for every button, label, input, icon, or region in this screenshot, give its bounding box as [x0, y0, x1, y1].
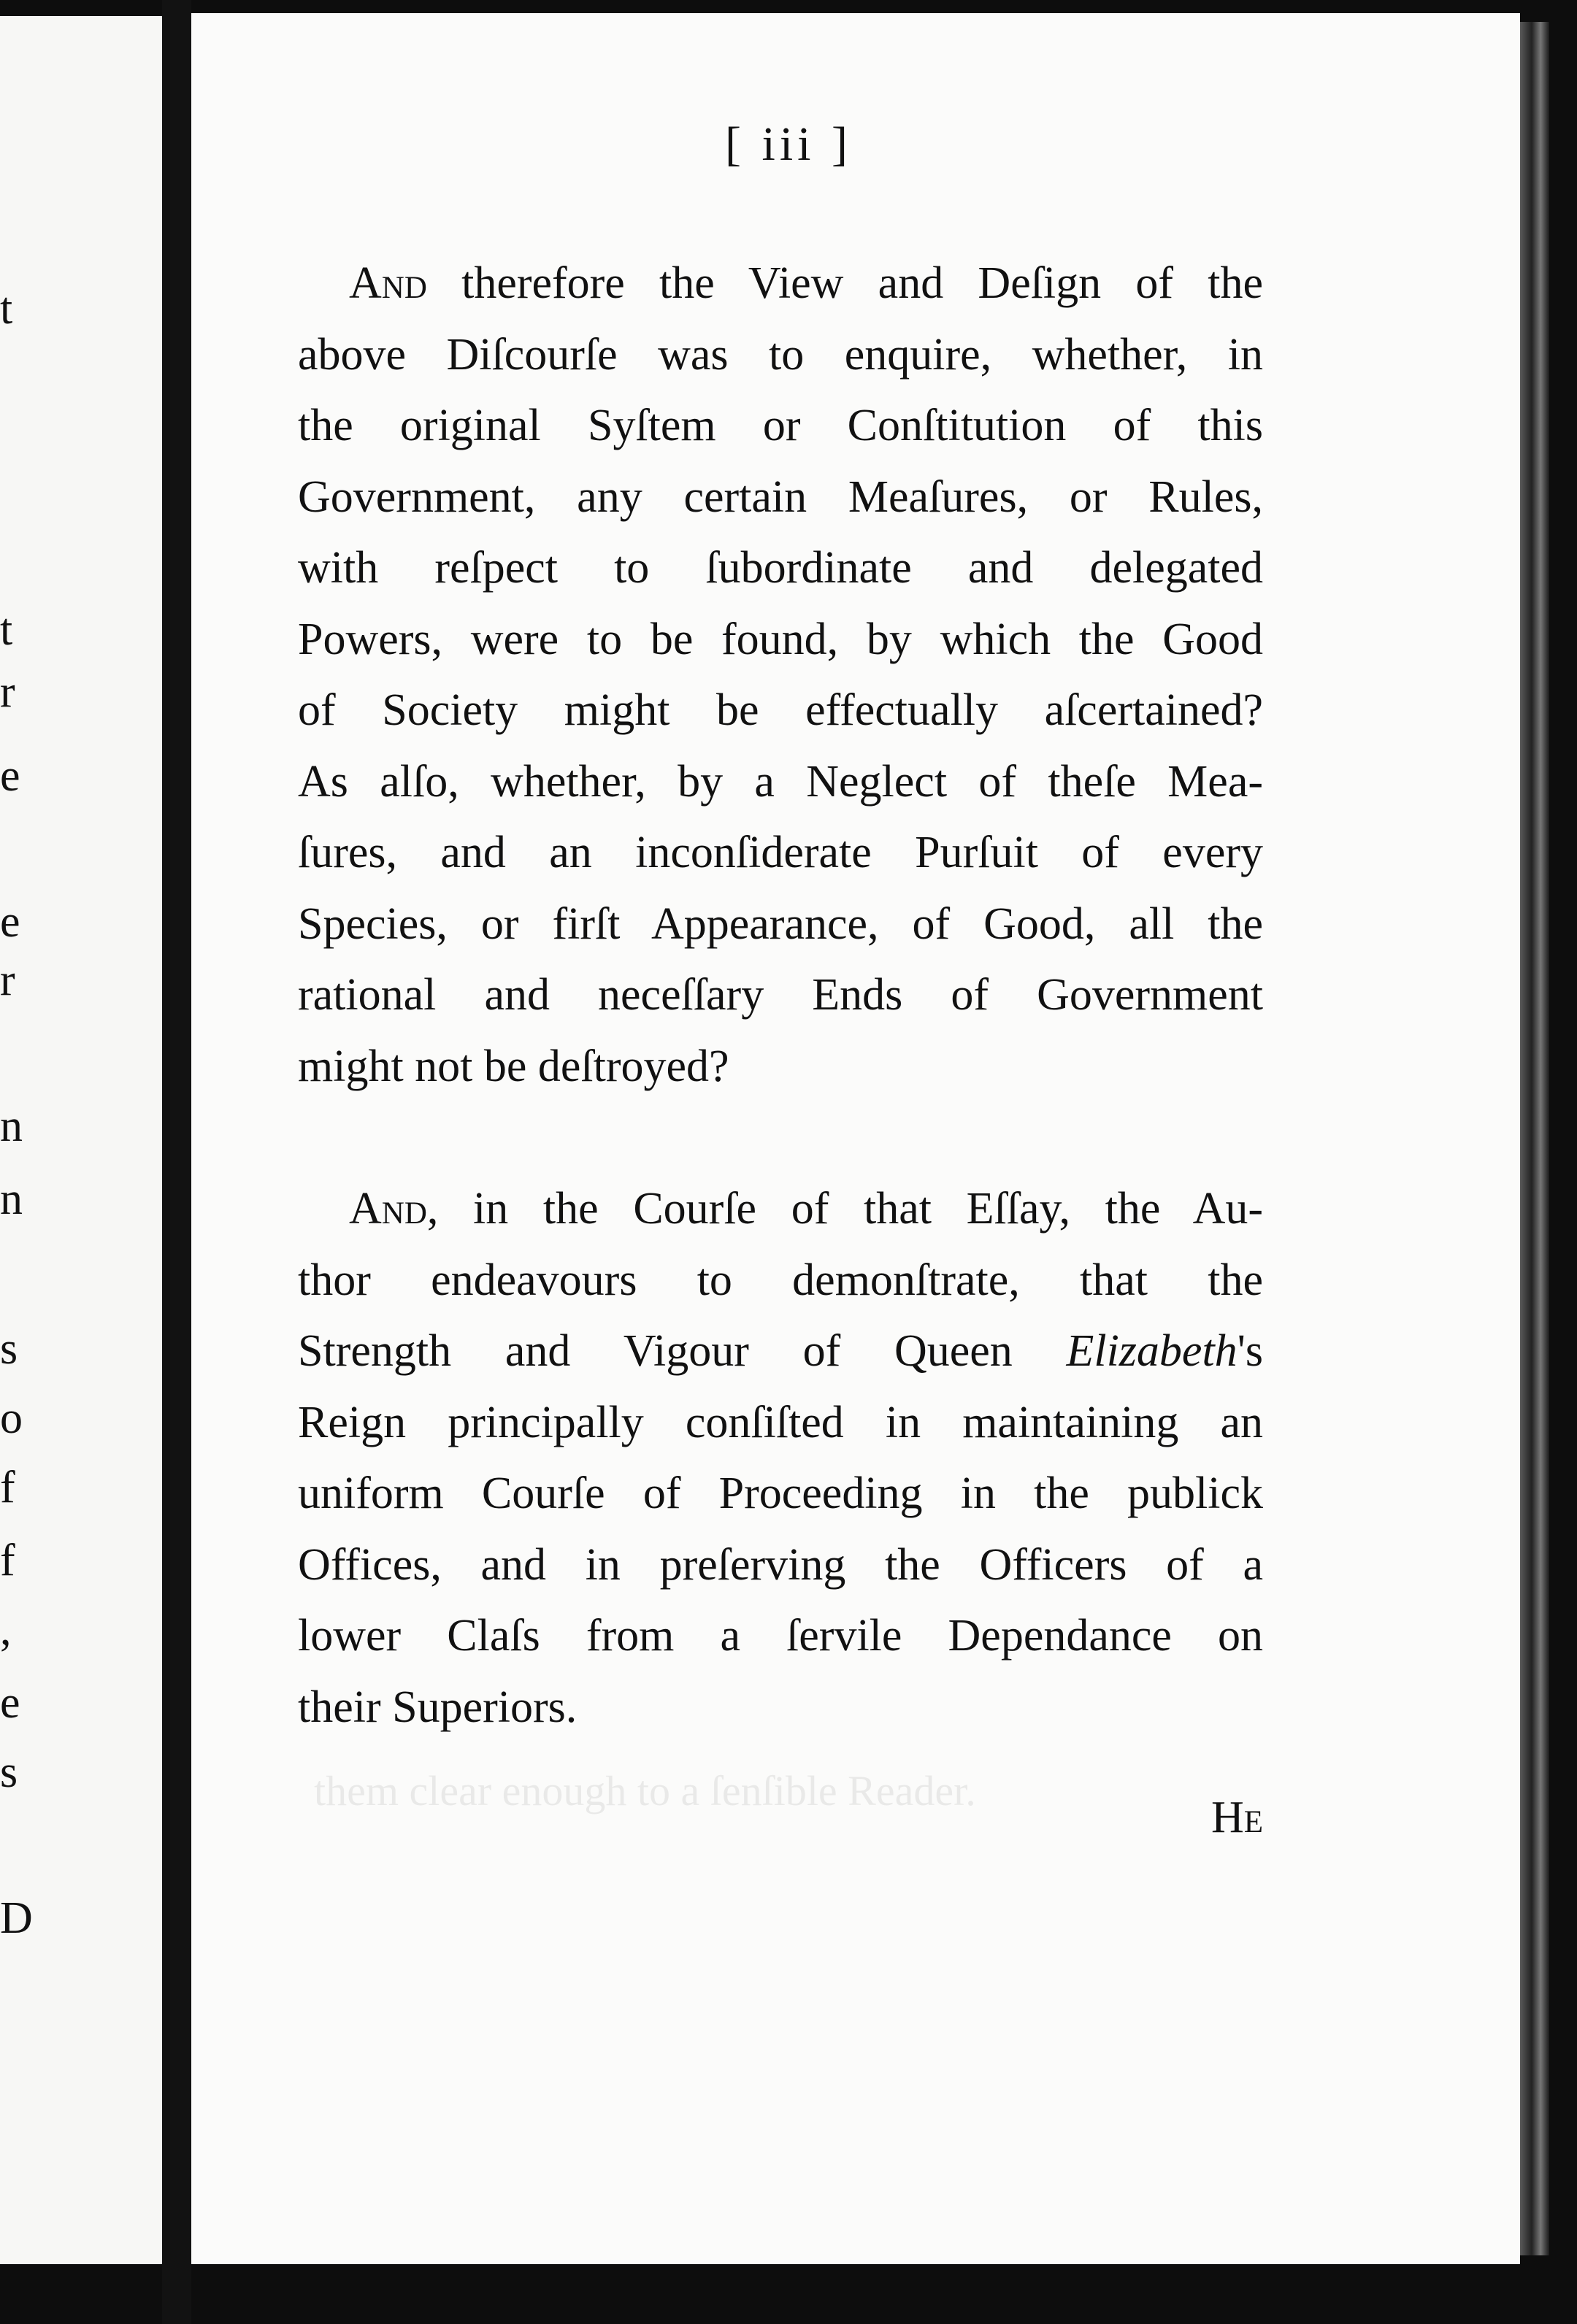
lead-word: And — [349, 258, 427, 308]
text-line: the original Syſtem or Conſtitution of this — [298, 401, 1263, 450]
text-line: their Superiors. — [298, 1682, 578, 1732]
facing-page-letter: f — [0, 1463, 15, 1512]
facing-page-letter: s — [0, 1747, 18, 1797]
text-line: ſures, and an inconſiderate Purſuit of every — [298, 828, 1263, 877]
paragraph-gap — [298, 1102, 1263, 1174]
facing-page-letter: f — [0, 1536, 15, 1585]
text-line: And, in the Courſe of that Eſſay, the Au- — [349, 1184, 1263, 1234]
text-line: rational and neceſſary Ends of Government — [298, 970, 1263, 1020]
text-line: And therefore the View and Deſign of the — [349, 258, 1263, 308]
page-edge-stack — [1520, 22, 1549, 2255]
text-line: Reign principally conſiſted in maintaining an — [298, 1397, 1263, 1447]
text-line: uniform Courſe of Proceeding in the publick — [298, 1469, 1263, 1518]
text-line: Strength and Vigour of Queen Elizabeth's — [298, 1326, 1263, 1376]
facing-page-letter: t — [0, 605, 13, 655]
facing-page-letter: n — [0, 1174, 23, 1224]
facing-page-letter: D — [0, 1893, 33, 1943]
text-line: As alſo, whether, by a Neglect of theſe Mea- — [298, 756, 1263, 807]
facing-page-edge — [0, 16, 162, 2264]
page-number: [ iii ] — [725, 118, 852, 171]
facing-page-letter: e — [0, 1678, 20, 1728]
text-line: with reſpect to ſubordinate and delegated — [298, 543, 1263, 593]
text-line: Species, or firſt Appearance, of Good, all the — [298, 899, 1263, 949]
book-gutter — [162, 0, 191, 2324]
text-line: Powers, were to be found, by which the Good — [298, 614, 1263, 664]
facing-page-letter: t — [0, 284, 13, 334]
facing-page-letter: e — [0, 897, 20, 947]
text-line: thor endeavours to demonſtrate, that the — [298, 1255, 1263, 1305]
facing-page-letter: s — [0, 1324, 18, 1374]
text-line: lower Claſs from a ſervile Dependance on — [298, 1611, 1263, 1661]
facing-page-letter: , — [0, 1605, 12, 1655]
body-text — [298, 248, 1263, 1743]
italic-name: Elizabeth — [1066, 1326, 1238, 1376]
text-line: above Diſcourſe was to enquire, whether, in — [298, 329, 1263, 380]
lead-word: And — [349, 1184, 427, 1234]
text-line: might not be deſtroyed? — [298, 1041, 729, 1091]
text-line: Offices, and in preſerving the Officers of a — [298, 1539, 1263, 1590]
facing-page-letter: e — [0, 751, 20, 801]
facing-page-letter: o — [0, 1393, 23, 1443]
facing-page-letter: r — [0, 955, 15, 1005]
catchword: He — [1210, 1793, 1263, 1842]
text-line: Government, any certain Meaſures, or Rules, — [298, 472, 1263, 522]
show-through-text: them clear enough to a ſenſible Reader. — [314, 1767, 976, 1815]
facing-page-letter: r — [0, 667, 15, 717]
text-line: of Society might be effectually aſcertained? — [298, 685, 1263, 735]
facing-page-letter: n — [0, 1101, 23, 1151]
